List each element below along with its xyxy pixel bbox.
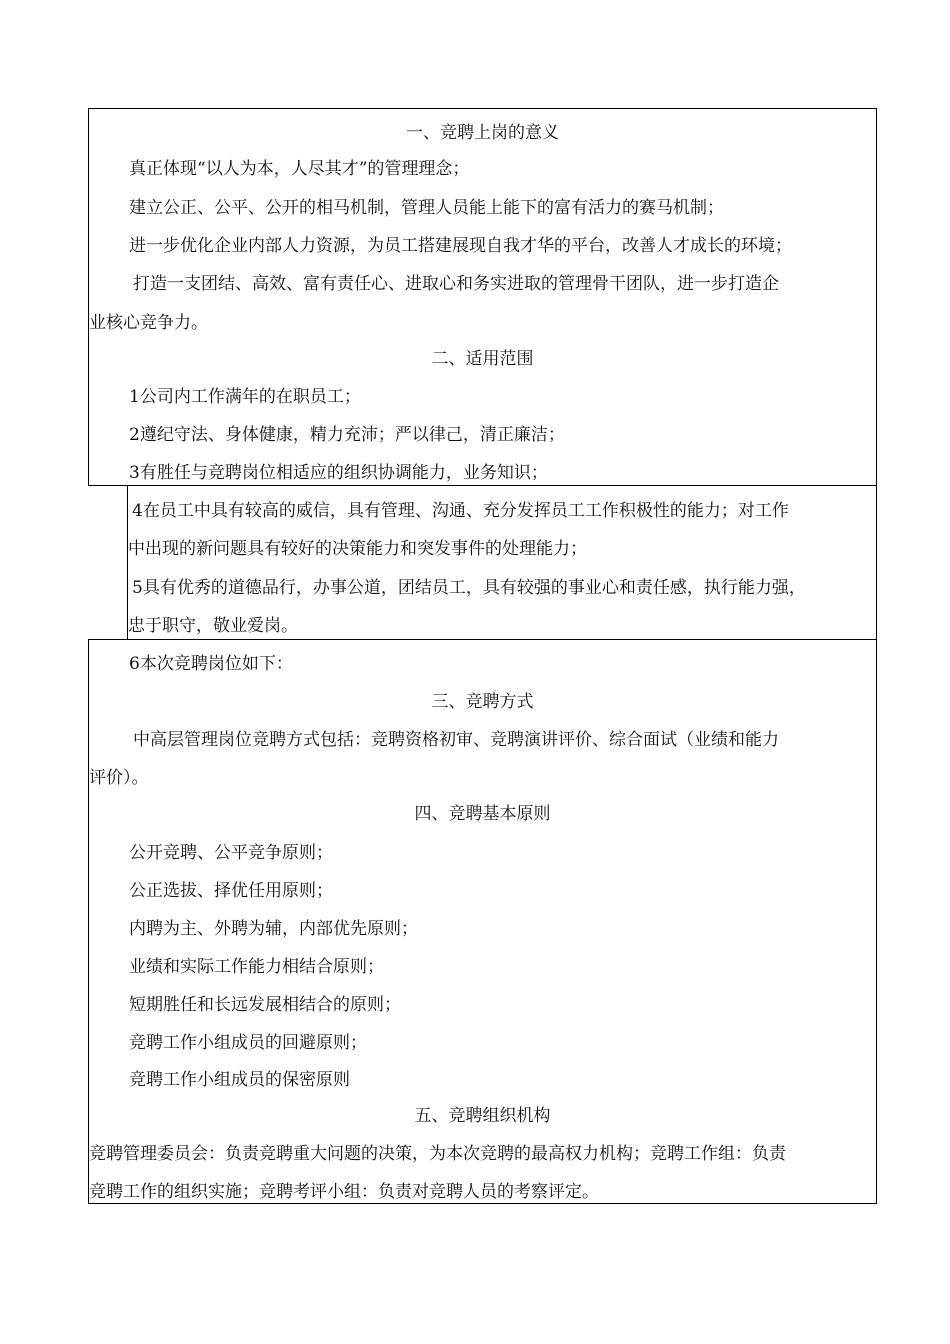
- section2-heading: 二、适用范围: [431, 349, 534, 369]
- section4-item: 内聘为主、外聘为辅，内部优先原则；: [129, 919, 418, 939]
- section5-p1b: 竞聘工作的组织实施；竞聘考评小组：负责对竞聘人员的考察评定。: [89, 1182, 599, 1202]
- section2-item5b: 忠于职守，敬业爱岗。: [128, 616, 298, 636]
- section4-heading: 四、竞聘基本原则: [414, 804, 551, 824]
- section4-item: 竞聘工作小组成员的保密原则: [129, 1070, 350, 1090]
- section4-item: 竞聘工作小组成员的回避原则；: [129, 1033, 367, 1053]
- section1-p3: 进一步优化企业内部人力资源，为员工搭建展现自我才华的平台，改善人才成长的环境；: [129, 236, 792, 256]
- section3-heading: 三、竞聘方式: [431, 692, 534, 712]
- section1-p2: 建立公正、公平、公开的相马机制，管理人员能上能下的富有活力的赛马机制；: [129, 198, 724, 218]
- section1-heading: 一、竞聘上岗的意义: [406, 123, 559, 143]
- section2-item3: 3有胜任与竞聘岗位相适应的组织协调能力，业务知识；: [129, 463, 548, 483]
- section-box-2: [127, 485, 877, 640]
- section3-p1a: 中高层管理岗位竞聘方式包括：竞聘资格初审、竞聘演讲评价、综合面试（业绩和能力: [133, 730, 779, 750]
- section-box-1: [88, 108, 877, 486]
- section5-p1a: 竞聘管理委员会：负责竞聘重大问题的决策，为本次竞聘的最高权力机构；竞聘工作组：负责: [89, 1144, 786, 1164]
- section1-p1: 真正体现“以人为本，人尽其才”的管理理念；: [129, 159, 470, 179]
- section4-item: 公正选拔、择优任用原则；: [129, 881, 333, 901]
- section3-p1b: 评价）。: [89, 768, 149, 788]
- section4-item: 短期胜任和长远发展相结合的原则；: [129, 995, 401, 1015]
- section5-heading: 五、竞聘组织机构: [414, 1106, 551, 1126]
- section-box-3: [88, 639, 877, 1204]
- section2-item6: 6本次竞聘岗位如下：: [129, 654, 293, 674]
- section2-item2: 2遵纪守法、身体健康，精力充沛；严以律己，清正廉洁；: [129, 425, 565, 445]
- section1-p4a: 打造一支团结、高效、富有责任心、进取心和务实进取的管理骨干团队，进一步打造企: [133, 274, 779, 294]
- section4-item: 公开竞聘、公平竞争原则；: [129, 843, 333, 863]
- section2-item4b: 中出现的新问题具有较好的决策能力和突发事件的处理能力；: [128, 539, 587, 559]
- section2-item1: 1公司内工作满年的在职员工；: [129, 387, 361, 407]
- section2-item5a: 5具有优秀的道德品行，办事公道，团结员工，具有较强的事业心和责任感，执行能力强，: [132, 578, 806, 598]
- section2-item4a: 4在员工中具有较高的威信，具有管理、沟通、充分发挥员工工作积极性的能力；对工作: [132, 501, 789, 521]
- section4-item: 业绩和实际工作能力相结合原则；: [129, 957, 384, 977]
- section1-p4b: 业核心竞争力。: [89, 313, 208, 333]
